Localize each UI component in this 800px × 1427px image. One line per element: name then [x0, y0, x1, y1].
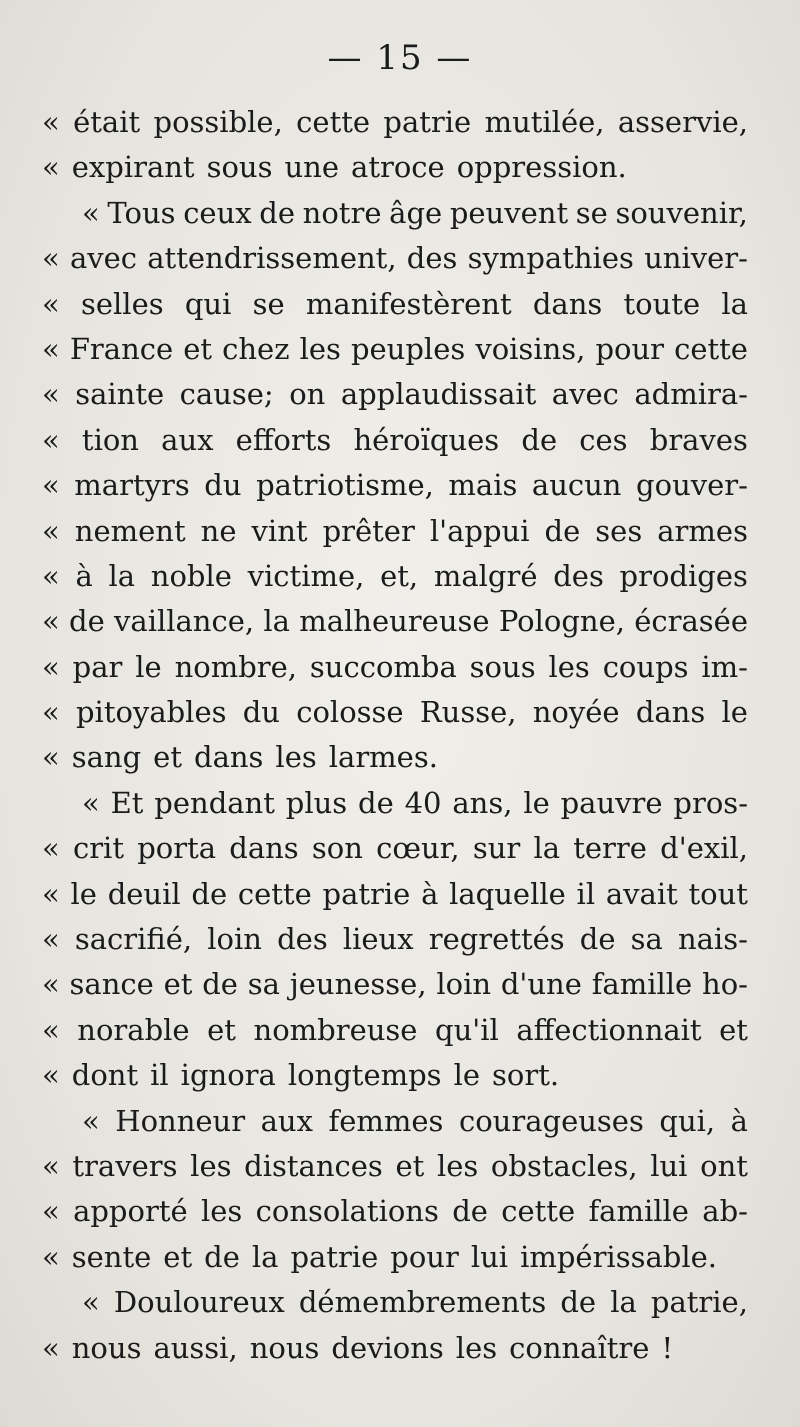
text-line: « sainte cause; on applaudissait avec admira-: [42, 377, 748, 412]
text-line: « pitoyables du colosse Russe, noyée dans le: [42, 695, 748, 730]
text-line: « dont il ignora longtemps le sort.: [42, 1058, 560, 1093]
text-line: « martyrs du patriotisme, mais aucun gouver-: [42, 468, 748, 503]
text-line: « nous aussi, nous devions les connaître !: [42, 1330, 674, 1365]
text-line: « expirant sous une atroce oppression.: [42, 150, 627, 185]
text-line: « Douloureux démembrements de la patrie,: [82, 1285, 748, 1320]
text-line: « Honneur aux femmes courageuses qui, à: [82, 1103, 748, 1138]
text-line: « avec attendrissement, des sympathies univer-: [42, 241, 748, 276]
text-line: « selles qui se manifestèrent dans toute la: [42, 286, 748, 321]
body-text: [42, 100, 748, 1371]
text-line: « travers les distances et les obstacles, lui ont: [42, 1148, 748, 1183]
text-line: « sang et dans les larmes.: [42, 740, 438, 775]
text-line: « était possible, cette patrie mutilée, asservie,: [42, 105, 748, 139]
text-line: « crit porta dans son cœur, sur la terre d'exil,: [42, 831, 748, 866]
text-line: « apporté les consolations de cette famille ab-: [42, 1194, 748, 1229]
text-line: « de vaillance, la malheureuse Pologne, écrasée: [42, 604, 748, 639]
text-line: « nement ne vint prêter l'appui de ses armes: [42, 513, 748, 548]
text-line: « le deuil de cette patrie à laquelle il avait tout: [42, 876, 748, 911]
text-line: « tion aux efforts héroïques de ces braves: [42, 422, 748, 457]
text-line: « sacrifié, loin des lieux regrettés de sa nais-: [42, 922, 748, 957]
text-line: « sente et de la patrie pour lui impérissable.: [42, 1239, 717, 1274]
text-line: « norable et nombreuse qu'il affectionnait et: [42, 1012, 748, 1047]
text-line: « par le nombre, succomba sous les coups im-: [42, 649, 748, 684]
text-line: « Tous ceux de notre âge peuvent se souvenir,: [82, 195, 748, 230]
page-number: — 15 —: [327, 38, 473, 78]
text-line: « France et chez les peuples voisins, pour cette: [42, 331, 748, 366]
text-line: « à la noble victime, et, malgré des prodiges: [42, 558, 748, 593]
text-line: « sance et de sa jeunesse, loin d'une famille ho-: [42, 967, 748, 1002]
text-line: « Et pendant plus de 40 ans, le pauvre pros-: [82, 785, 748, 820]
